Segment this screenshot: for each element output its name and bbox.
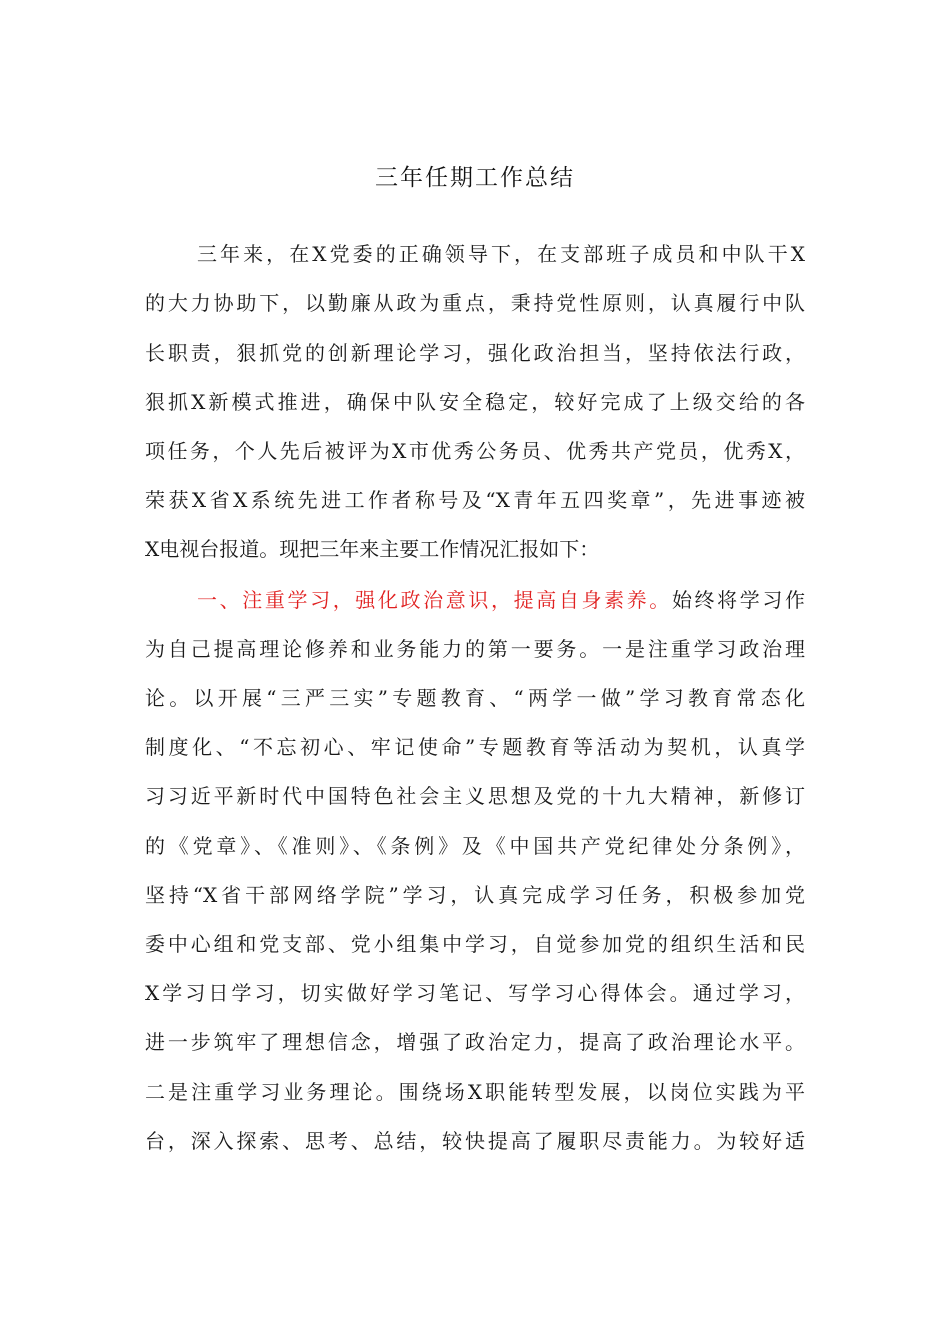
paragraph-line: 长职责，狠抓党的创新理论学习，强化政治担当，坚持依法行政， bbox=[145, 341, 805, 365]
paragraph-line: 荣获X省X系统先进工作者称号及“X青年五四奖章”，先进事迹被 bbox=[145, 488, 805, 512]
section-heading: 一、注重学习，强化政治意识，提高自身素养。 bbox=[197, 588, 672, 612]
paragraph-line: 三年来，在X党委的正确领导下，在支部班子成员和中队干X bbox=[197, 242, 805, 266]
paragraph-line: 项任务，个人先后被评为X市优秀公务员、优秀共产党员，优秀X， bbox=[145, 439, 805, 463]
paragraph-line: 台，深入探索、思考、总结，较快提高了履职尽责能力。为较好适 bbox=[145, 1129, 805, 1153]
paragraph-line: 制度化、“不忘初心、牢记使命”专题教育等活动为契机，认真学 bbox=[145, 735, 805, 759]
paragraph-line: 坚持“X省干部网络学院”学习，认真完成学习任务，积极参加党 bbox=[145, 883, 805, 907]
paragraph-line: X电视台报道。现把三年来主要工作情况汇报如下： bbox=[145, 537, 600, 561]
paragraph-line: 的大力协助下，以勤廉从政为重点，秉持党性原则，认真履行中队 bbox=[145, 291, 805, 315]
paragraph-line: 的《党章》、《准则》、《条例》及《中国共产党纪律处分条例》， bbox=[145, 834, 805, 858]
paragraph-line: 狠抓X新模式推进，确保中队安全稳定，较好完成了上级交给的各 bbox=[145, 390, 805, 414]
paragraph-line: 委中心组和党支部、党小组集中学习，自觉参加党的组织生活和民 bbox=[145, 932, 805, 956]
section-heading-continuation: 始终将学习作 bbox=[671, 588, 806, 612]
paragraph-line: 论。以开展“三严三实”专题教育、“两学一做”学习教育常态化 bbox=[145, 686, 805, 710]
paragraph-line: 习习近平新时代中国特色社会主义思想及党的十九大精神，新修订 bbox=[145, 784, 805, 808]
paragraph-line: 二是注重学习业务理论。围绕场X职能转型发展，以岗位实践为平 bbox=[145, 1080, 805, 1104]
paragraph-line: X学习日学习，切实做好学习笔记、写学习心得体会。通过学习， bbox=[145, 981, 805, 1005]
section-heading-line bbox=[197, 583, 805, 617]
paragraph-line: 为自己提高理论修养和业务能力的第一要务。一是注重学习政治理 bbox=[145, 637, 805, 661]
paragraph-line: 进一步筑牢了理想信念，增强了政治定力，提高了政治理论水平。 bbox=[145, 1030, 805, 1054]
document-title: 三年任期工作总结 bbox=[375, 165, 575, 191]
